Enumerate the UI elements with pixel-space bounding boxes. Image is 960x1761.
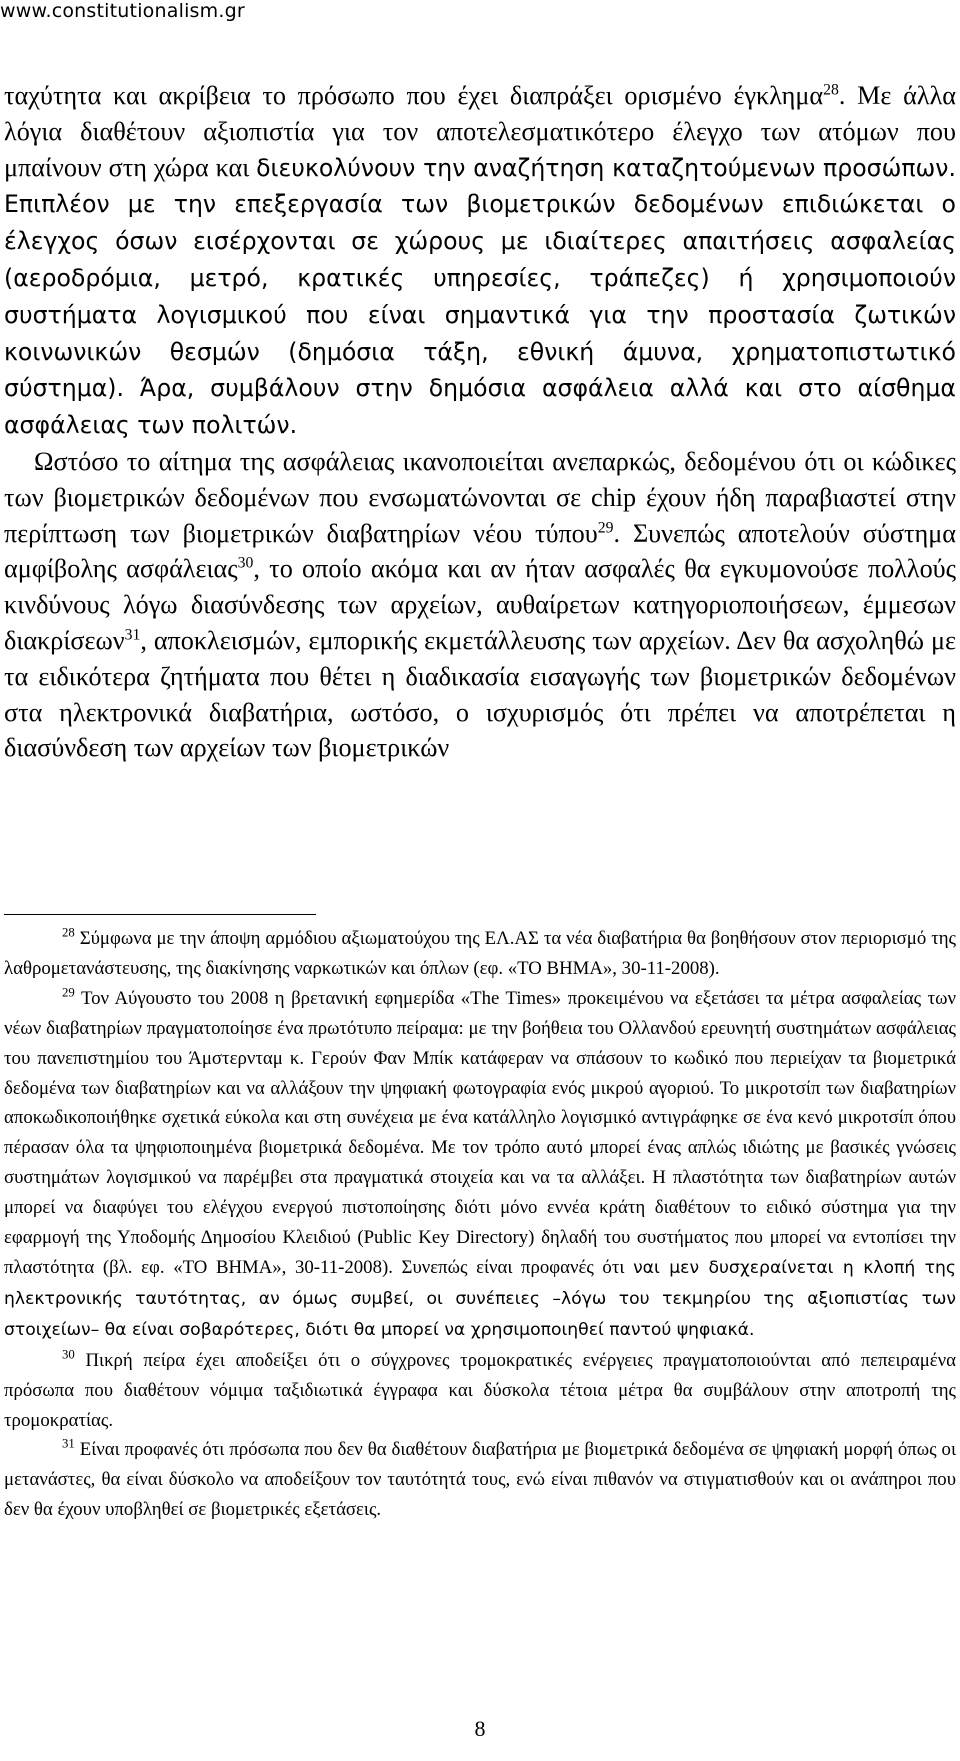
paragraph-1-text-b: . Με άλλα λόγια διαθέτουν αξιοπιστία για τον αποτελεσματικότερο έλεγχο των ατόμων που μπαίνουν στη χώρα και xyxy=(4,81,956,182)
footnote-ref-28: 28 xyxy=(823,81,839,99)
footnote-30-text: Πικρή πείρα έχει αποδείξει ότι ο σύγχρονες τρομοκρατικές ενέργειες πραγματοποιούνται από πεπειραμένα πρόσωπα που διαθέτουν νόμιμα ταξιδιωτικά έγγραφα και δύσκολα τέτοια μέτρα θα συμβάλουν στην αποτροπή της τρομοκρατίας. xyxy=(4,1349,956,1431)
footnote-31-text: Είναι προφανές ότι πρόσωπα που δεν θα διαθέτουν διαβατήρια με βιομετρικά δεδομένα σε ψηφιακή μορφή όπως οι μετανάστες, θα είναι δύσκολο να αποδείξουν τον ταυτότητά τους, ενώ είναι πιθανόν να στιγματισθούν και οι ανάπηροι που δεν θα έχουν υποβληθεί σε βιομετρικές εξετάσεις. xyxy=(4,1439,956,1521)
paragraph-1-text-a: ταχύτητα και ακρίβεια το πρόσωπο που έχει διαπράξει ορισμένο έγκλημα xyxy=(4,81,824,110)
footnote-31-number: 31 xyxy=(62,1437,75,1452)
footnote-28-number: 28 xyxy=(62,925,75,940)
paragraph-2-text-c: , το οποίο ακόμα και αν ήταν ασφαλές θα εγκυμονούσε πολλούς κινδύνους λόγω διασύνδεσης των αρχείων, αυθαίρετων κατηγοριοποιήσεων, έμμεσων διακρίσεων xyxy=(4,554,956,655)
footnote-28-text: Σύμφωνα με την άποψη αρμόδιου αξιωματούχου της ΕΛ.ΑΣ τα νέα διαβατήρια θα βοηθήσουν στον περιορισμό της λαθρομετανάστευσης, της διακίνησης ναρκωτικών και όπλων (εφ. «ΤΟ ΒΗΜΑ», 30-11-2008). xyxy=(4,928,956,979)
footnote-ref-30: 30 xyxy=(237,554,254,572)
footnote-separator xyxy=(4,914,316,915)
main-text xyxy=(4,78,956,766)
footnote-30-number: 30 xyxy=(62,1347,75,1362)
site-url: www.constitutionalism.gr xyxy=(0,0,245,22)
paragraph-2-text-a: Ωστόσο το αίτημα της ασφάλειας ικανοποιείται ανεπαρκώς, δεδομένου ότι οι κώδικες των βιομετρικών δεδομένων που ενσωματώνονται σε chip έχουν ήδη παραβιαστεί στην περίπτωση των βιομετρικών διαβατηρίων νέου τύπου xyxy=(4,446,956,548)
footnote-ref-29: 29 xyxy=(597,518,614,536)
footnote-28 xyxy=(4,924,956,984)
footnote-29 xyxy=(4,984,956,1346)
footnote-ref-31: 31 xyxy=(124,626,141,644)
footnotes xyxy=(4,924,956,1525)
paragraph-1 xyxy=(4,78,956,444)
page-number: 8 xyxy=(474,1716,486,1741)
footnote-29-text-b: ναι μεν δυσχεραίνεται η κλοπή της ηλεκτρονικής ταυτότητας, αν όμως συμβεί, οι συνέπειες –λόγω του τεκμηρίου της αξιοπιστίας των στοιχείων– θα είναι σοβαρότερες, διότι θα μπορεί να χρησιμοποιηθεί παντού ψηφιακά. xyxy=(4,1257,956,1340)
paragraph-2-text-b: . Συνεπώς αποτελούν σύστημα αμφίβολης ασφάλειας xyxy=(4,518,956,584)
footnote-31 xyxy=(4,1435,956,1525)
paragraph-2-text-d: , αποκλεισμών, εμπορικής εκμετάλλευσης των αρχείων. Δεν θα ασχοληθώ με τα ειδικότερα ζητήματα που θέτει η διαδικασία εισαγωγής των βιομετρικών δεδομένων στα ηλεκτρονικά διαβατήρια, ωστόσο, ο ισχυρισμός ότι πρέπει να αποτρέπεται η διασύνδεση των αρχείων των βιομετρικών xyxy=(4,625,956,763)
paragraph-1-text-d: (αεροδρόμια, μετρό, κρατικές υπηρεσίες, τράπεζες) ή χρησιμοποιούν συστήματα λογισμικού που είναι σημαντικά για την προστασία ζωτικών κοινωνικών θεσμών (δημόσια τάξη, εθνική άμυνα, χρηματοπιστωτικό σύστημα). Άρα, συμβάλουν στην δημόσια ασφάλεια αλλά και στο αίσθημα ασφάλειας των πολιτών. xyxy=(4,263,956,440)
paragraph-2 xyxy=(4,444,956,766)
footnote-30 xyxy=(4,1346,956,1436)
paragraph-1-text-c: διευκολύνουν την αναζήτηση καταζητούμενων προσώπων. Επιπλέον με την επεξεργασία των βιομετρικών δεδομένων επιδιώκεται ο έλεγχος όσων εισέρχονται σε χώρους με ιδιαίτερες απαιτήσεις ασφαλείας xyxy=(4,153,956,256)
footnote-29-text-a: Τον Αύγουστο του 2008 η βρετανική εφημερίδα «The Times» προκειμένου να εξετάσει τα μέτρα ασφαλείας των νέων διαβατηρίων πραγματοποίησε ένα πρωτότυπο πείραμα: με την βοήθεια του Ολλανδού ερευνητή συστημάτων ασφάλειας του πανεπιστημίου του Άμστερνταμ κ. Γερούν Φαν Μπίκ κατάφεραν να σπάσουν το κωδικό που περιείχαν τα βιομετρικά δεδομένα των διαβατηρίων και να αλλάξουν την ψηφιακή φωτογραφία ενός μικρού αγοριού. Το μικροτσίπ των διαβατηρίων αποκωδικοποιήθηκε σχετικά εύκολα και στη συνέχεια με ένα κατάλληλο λογισμικό αντιγράφηκε σε ένα κενό μικροτσίπ όπου πέρασαν όλα τα ψηφιοποιημένα βιομετρικά δεδομένα. Με τον τρόπο αυτό μπορεί ένας απλώς ιδιώτης με βασικές γνώσεις συστημάτων λογισμικού να παρέμβει στα πραγματικά στοιχεία και να τα αλλάξει. Η πλαστότητα των διαβατηρίων αυτών μπορεί να διαφύγει του ελέγχου ενεργού πιστοποίησης διότι μόνο εννέα κράτη διαθέτουν το ειδικό σύστημα για την εφαρμογή της Υποδομής Δημοσίου Κλειδιού (Public Key Directory) δηλαδή του συστήματος που μπορεί να εντοπίσει την πλαστότητα (βλ. εφ. «ΤΟ ΒΗΜΑ», 30-11-2008). Συνεπώς είναι προφανές ότι xyxy=(4,987,956,1278)
footnote-29-number: 29 xyxy=(62,985,75,1000)
